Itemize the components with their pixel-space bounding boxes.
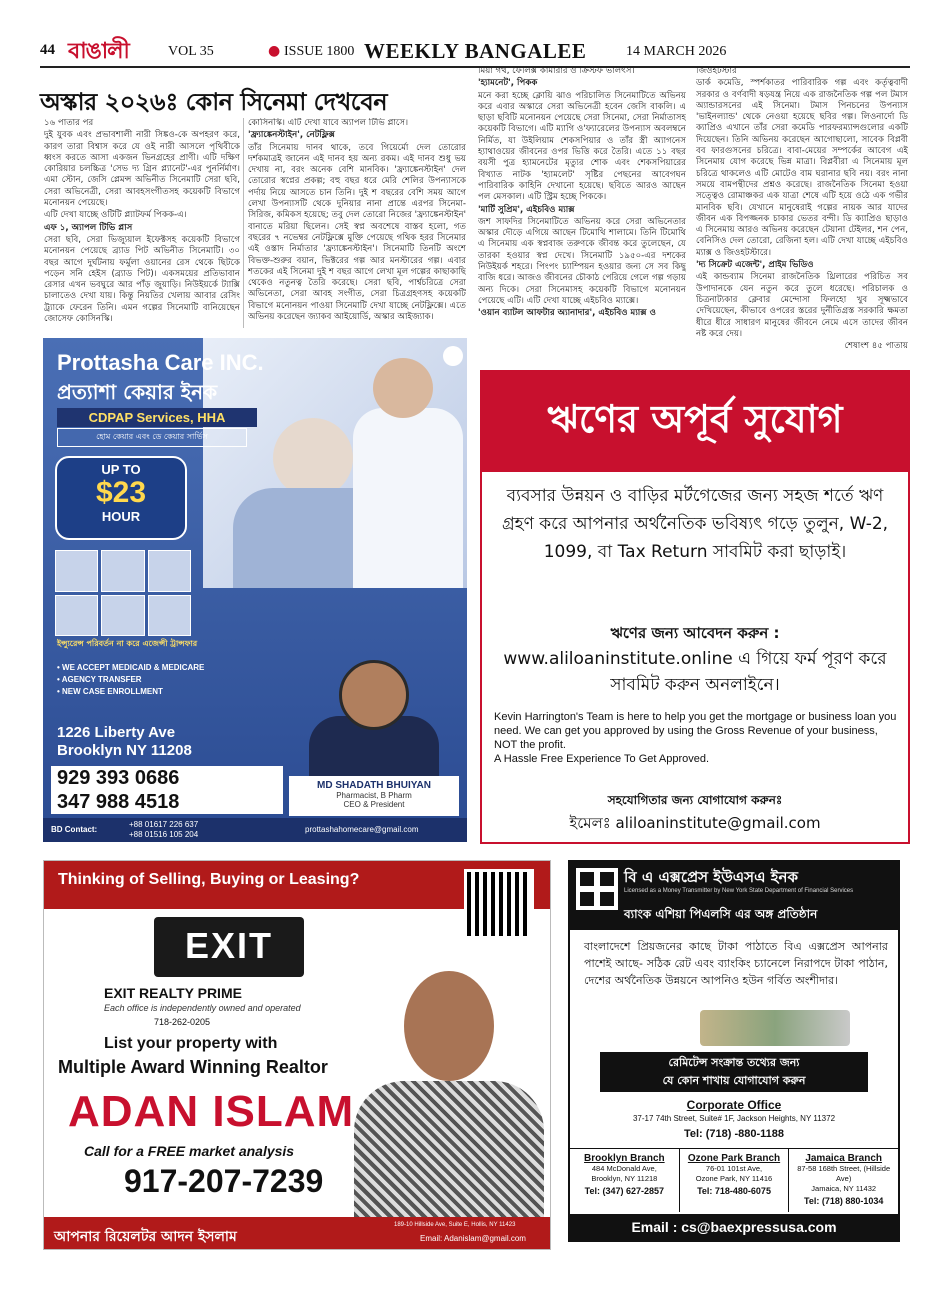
care-photo-grid: [55, 550, 191, 636]
ba-header: [570, 862, 898, 930]
subheading: 'হ্যামনেট', পিকক: [478, 78, 538, 89]
price-badge: [55, 456, 187, 540]
corporate-office-address: 37-17 74th Street, Suite# 1F, Jackson Heights, NY 11372: [632, 1114, 836, 1123]
exit-question: Thinking of Selling, Buying or Leasing?: [58, 871, 360, 888]
ba-subsidiary: ব্যাংক এশিয়া পিএলসি এর অঙ্গ প্রতিষ্ঠান: [624, 907, 818, 921]
exit-disclaimer: Each office is independently owned and operated: [104, 1003, 301, 1013]
ba-email[interactable]: Email : cs@baexpressusa.com: [570, 1214, 898, 1240]
loan-email[interactable]: ইমেলঃ aliloaninstitute@gmail.com: [569, 814, 821, 832]
exit-address: 189-10 Hillside Ave, Suite E, Hollis, NY 11423: [394, 1222, 516, 1228]
bd-phone[interactable]: +88 01617 226 637: [129, 820, 199, 829]
article-column-1: [44, 118, 240, 330]
exit-logo: [154, 917, 304, 977]
care-address-line2: Brooklyn NY 11208: [57, 742, 192, 759]
person-name: MD SHADATH BHUIYAN: [317, 780, 431, 791]
issue-label: ISSUE 1800: [284, 44, 355, 59]
subheading: 'মার্টি সুপ্রিম', এইচবিও ম্যাক্স: [478, 204, 575, 215]
exit-bottom-bar: [44, 1217, 551, 1250]
bullet-dot-icon: ●: [268, 43, 281, 59]
article-column-4: [696, 66, 908, 362]
ba-express-ad[interactable]: [568, 860, 900, 1242]
paragraph: Kevin Harrington's Team is here to help you get the mortgage or business loan you need. We can get you approved by using the Gross Revenue of your business, NOT the profit.: [494, 711, 897, 751]
ba-branches: [570, 1148, 898, 1212]
paragraph: ডার্ক কমেডি, স্পর্শকাতর পারিবারিক গল্প এবং কর্তৃত্ববাদী সরকার ও বর্ণবাদী ষড়যন্ত্র নিয়ে এক রাজনৈতিক গল্প পল টমাস অ্যান্ডারসনের এই সিনেমা। টমাস পিনচনের উপন্যাস 'ভাইনল্যান্ড' থেকে নেওয়া হয়েছে ছবির গল্প। লিওনার্দো ডি ক্যাপ্রিও এখানে তাঁর সেরা কমেডি পারফরম্যান্সগুলোর একটি দিয়েছেন। তিনি অভিনয় করেছেন আগোছালো, সাবেক বিপ্লবী বব ফারগুসনের চরিত্রে। বাবা-মেয়ের সম্পর্কের আবেগ এই সিনেমায় যোগ করেছে ভিন্ন মাত্রা। বিপ্লবীরা এ সিনেমায় মূল চরিত্রে থাকলেও এটি মোটেও বাম ঘরানার ছবি নয়। বরং নানা সময়ে বামপন্থীদের প্রশ্নও করেছে। রাজনৈতিক সিনেমা হওয়া সত্ত্বেও রোমাঞ্চকর এক যাত্রা শেষে এটি হয়ে ওঠে এক গভীর মানবিক ছবি। যেখানে মানুষেরাই গল্পের নায়ক আর যাদের জীবন এক বিপজ্জনক চাকার ভেতর বন্দী। ডি ক্যাপ্রিও ছাড়াও এ সিনেমায় আরও অভিনয় করেছেন টেয়ানা টেইলর, শন পেন, বেনিসিও দেল তোরো, রেজিনা হল। এটি দেখা যাচ্ছে এইচবিও ম্যাক্স ও জিওহটস্টারে।: [696, 78, 908, 258]
price-amount: $23: [95, 476, 147, 509]
qr-code-icon[interactable]: [464, 869, 534, 939]
exit-multi-text: Multiple Award Winning Realtor: [58, 1057, 328, 1077]
branch-address: Brooklyn, NY 11218: [591, 1174, 658, 1183]
phone-number[interactable]: 929 393 0686: [57, 767, 180, 789]
prottasha-care-ad[interactable]: [43, 338, 467, 842]
paragraph: এই কান্ডব্যাম সিনেমা রাজনৈতিক থ্রিলারের পরিচিত সব উপাদানকে যেন নতুন করে তুলে ধরেছে। পরিচালক ও চিত্রনাট্যকার ক্লেবার মেন্দোসা ফিলহো খুব সূক্ষ্মভাবে দেখিয়েছেন, কীভাবে ওপরের স্তরের দুর্নীতিগ্রস্ত সরকারি ক্ষমতা ধীরে ধীরে সাধারণ মানুষের জীবনে নেমে এসে তাদের জীবন নষ্ট করে দেয়।: [696, 272, 908, 339]
branch-title: Brooklyn Branch: [584, 1153, 665, 1164]
exit-list-text: List your property with: [104, 1035, 278, 1052]
care-person-card: [289, 776, 459, 816]
branch-address: Jamaica, NY 11432: [811, 1184, 877, 1193]
masthead: [40, 38, 910, 68]
list-item: • NEW CASE ENROLLMENT: [57, 687, 163, 696]
care-bullets: [57, 662, 204, 698]
branch-address: Ozone Park, NY 11416: [695, 1174, 773, 1183]
paragraph: কোসিনস্কি। এটি দেখা যাবে অ্যাপল টিভি প্লাসে।: [248, 118, 409, 128]
bd-contact-label: BD Contact:: [51, 825, 98, 834]
house-heart-icon: [443, 346, 463, 366]
care-company-name: Prottasha Care INC.: [57, 350, 264, 375]
care-services-bn: হোম কেয়ার এবং ডে কেয়ার সার্ভিস: [57, 428, 247, 447]
care-address-line1: 1226 Liberty Ave: [57, 724, 176, 741]
branch-address: 484 McDonald Ave,: [591, 1164, 657, 1173]
ba-license: Licensed as a Money Transmitter by New York State Department of Financial Services: [624, 888, 854, 894]
publication-name: WEEKLY BANGALEE: [364, 39, 587, 63]
branch-title: Ozone Park Branch: [687, 1153, 781, 1164]
paragraph: মনে করা হচ্ছে ক্লোয়ি ঝাও পরিচালিত সিনেমাটিতে অভিনয় করে এবার অস্কারে সেরা অভিনেত্রী হবেন জেসি বাকলি। এ ছাড়া ছবিটি মনোনয়ন পেয়েছে সেরা সিনেমা, সেরা নির্মাতাসহ কয়েকটি বিভাগে। এটি ম্যাগি ও'ফ্যারেলের উপন্যাস অবলম্বনে নির্মিত, যা উইলিয়াম শেকসপিয়ার ও তাঁর স্ত্রী অ্যাগনেস হ্যাথাওয়ের জীবনের ওপর ভিত্তি করে তৈরি। এতে ১১ বছর বয়সী পুত্র হ্যামনেটের মৃত্যুর শোক এবং শেকসপিয়ারের বিখ্যাত নাটক 'হ্যামলেট' সৃষ্টির পেছনের আবেগঘন পারিবারিক কাহিনি দেখানো হয়েছে। ছবিতে আরও আছেন পল মেসকাল। এটি স্ট্রিম হচ্ছে পিককে।: [478, 90, 686, 203]
subheading: এফ ১, অ্যাপল টিভি প্লাস: [44, 222, 133, 233]
money-icon: [700, 1010, 850, 1046]
loan-body: ব্যবসার উন্নয়ন ও বাড়ির মর্টগেজের জন্য সহজ শর্তে ঋণ গ্রহণ করে আপনার অর্থনৈতিক ভবিষ্যৎ গড়ে তুলুন, W-2, 1099, বা Tax Return সাবমিট করা ছাড়াই।: [501, 486, 889, 562]
branch-address: 87-58 168th Street, (Hillside Ave): [797, 1164, 891, 1183]
care-phones: [51, 766, 283, 814]
subheading: 'ফ্র্যাঙ্কেনস্টাইন', নেটফ্লিক্স: [248, 130, 335, 141]
paragraph: দুই যুবক এবং প্রভাবশালী নারী সিঙ্কও-কে অপহরণ করে, কারণ তারা বিশ্বাস করে যে ওই নারী আসলে পৃথিবীকে ধ্বংস করতে আসা একজন ভিনগ্রহের প্রাণী। এটি দক্ষিণ কোরিয়ার চলচ্চিত্র 'সেভ দ্য গ্রিন প্ল্যানেট'-এর পুনর্নির্মাণ। এমা স্টোন, জেসি প্লেমন্স অভিনীত সিনেমাটি সেরা ছবি, সেরা অভিনেত্রী, সেরা আবহসংগীতসহ কয়েকটি বিভাগে মনোনয়ন পেয়েছে।: [44, 130, 240, 209]
exit-office-phone[interactable]: 718-262-0205: [154, 1017, 211, 1027]
paragraph: সেরা ছবি, সেরা ভিজ্যুয়াল ইফেক্টসহ কয়েকটি বিভাগে মনোনয়ন পেয়েছে ব্র্যাড পিট অভিনীত সিনেমাটি। ৩০ বছর আগে দুর্ঘটনায় ফর্মুলা ওয়ানের রেস থেকে ছিটকে পড়েন সনি হেইস (ব্র্যাড পিট)। একসময়ের প্রতিভাবান রেসার এখন ভবঘুরে আর পাঁড় জুয়াড়ি। নিউইয়র্কে ট্যাক্সি চালাতেও দেখা যায়। কিন্তু নিয়তির খেলায় আবার রেসিং ট্র্যাকে ফেরেন তিনি। এমন গল্পের সিনেমাটি বানিয়েছেন জোসেফ কোসিনস্কি।: [44, 234, 240, 325]
ba-description: বাংলাদেশে প্রিয়জনের কাছে টাকা পাঠাতে বিএ এক্সপ্রেস আপনার পাশেই আছে- সঠিক রেট এবং ব্যাংকিং চ্যানেলে নিরাপদে টাকা পাঠান, দেশের অর্থনৈতিক উন্নয়নে আপনিও হউন গর্বিত অংশীদার।: [584, 940, 888, 987]
paragraph: A Hassle Free Experience To Get Approved.: [494, 753, 710, 765]
corporate-office-phone[interactable]: Tel: (718) -880-1188: [683, 1128, 785, 1140]
loan-title: ঋণের অপূর্ব সুযোগ: [547, 397, 843, 441]
branch-phone[interactable]: Tel: (347) 627-2857: [584, 1186, 665, 1196]
paragraph: এটি দেখা যাচ্ছে ওটিটি প্ল্যাটফর্ম পিকক-এ।: [44, 210, 187, 221]
list-item: • WE ACCEPT MEDICAID & MEDICARE: [57, 663, 205, 672]
page-number: 44: [40, 42, 55, 58]
list-item: • AGENCY TRANSFER: [57, 675, 142, 684]
ba-logo-icon: [576, 868, 618, 910]
column-divider: [243, 118, 244, 328]
care-company-name-bn: প্রত্যাশা কেয়ার ইনক: [57, 380, 218, 404]
branch-title: Jamaica Branch: [805, 1153, 883, 1164]
ba-info-box: [600, 1052, 868, 1092]
price-up-to: UP TO: [101, 462, 141, 477]
price-unit: HOUR: [101, 509, 141, 524]
loan-apply-heading: ঋণের জন্য আবেদন করুন :: [610, 624, 780, 642]
paragraph: তাঁর সিনেমায় দানব থাকে, তবে গিয়ের্মো দেল তোরোর দর্শকমাত্রই জানেন এই দানব হয় অন্য রকম। এই দানব শুধু ভয় দেখায় না, বরং অনেক বেশি মানবিক। 'ফ্র্যাঙ্কেনস্টাইন' দেল তোরোর স্বপ্নের প্রকল্প; বহু বছর ধরে মেরি শেলির উপন্যাসকে পর্দায় নিয়ে আসতে চান তিনি। দুই শ বছরের বেশি সময় আগে লেখা উপন্যাসটি থেকে দুনিয়ার নানা প্রান্তে এরপর সিনেমা-সিরিজ, কমিকস হয়েছে; তবু দেল তোরো নিজের 'ফ্র্যাঙ্কেনস্টাইন' বানাতে মরিয়া ছিলেন। সেই স্বপ্ন অবশেষে বাস্তব হলো, গত বছরের ৭ নভেম্বর নেটফ্লিক্সে মুক্তি পেয়েছে গথিক হরর সিনেমার এই ওস্তাদ নির্মাতার 'ফ্র্যাঙ্কেনস্টাইন'। সিনেমাটি তিনটি অংশে বিভক্ত-শুরুর বয়ান, ভিক্টরের গল্প আর মনস্টারের গল্প। এবার শতকের এই সিনেমা দুই শ বছর আগে লেখা মূল গল্পের কাছাকাছি থেকেও নতুনত্ব তৈরি করেছে। সেরা ছবি, পার্শ্বচরিত্রে সেরা অভিনেতা, সেরা আবহ সংগীত, সেরা চিত্রগ্রহণসহ কয়েকটি বিভাগে মনোনয়ন পাওয়া সিনেমাটি দেখা যাচ্ছে নেটফ্লিক্সে। এতে অভিনয় করেছেন জ্যাকব আইয়োর্ডি, অস্কার আইজ্যাক।: [248, 142, 466, 323]
article-column-3: [478, 66, 686, 362]
branch-address: 76-01 101st Ave,: [705, 1164, 763, 1173]
exit-brand: EXIT REALTY PRIME: [104, 985, 242, 1001]
article-headline: অস্কার ২০২৬ঃ কোন সিনেমা দেখবেন: [40, 88, 388, 116]
paragraph: মিয়া গথ, ফেলিক্স কামারার ও ক্রিস্টফ ভালৎস।: [478, 66, 635, 76]
branch-phone[interactable]: Tel: (718) 880-1034: [803, 1196, 884, 1206]
exit-bar-bn: আপনার রিয়েলটর আদন ইসলাম: [54, 1229, 237, 1245]
subheading: 'ওয়ান ব্যাটল আফটার অ্যানাদার', এইচবিও ম্যাক্স ও: [478, 308, 656, 319]
corporate-office-title: Corporate Office: [686, 1098, 782, 1112]
volume-label: VOL 35: [168, 44, 214, 59]
realtor-phone[interactable]: 917-207-7239: [124, 1163, 324, 1199]
loan-header: [482, 372, 908, 472]
person-title: CEO & President: [343, 800, 405, 809]
bd-phone[interactable]: +88 01516 105 204: [129, 830, 199, 839]
subheading: 'দ্য সিক্রেট এজেন্ট', প্রাইম ভিডিও: [696, 260, 814, 271]
branch-card: [680, 1149, 790, 1212]
issue-date: 14 MARCH 2026: [626, 44, 727, 59]
care-email[interactable]: prottashahomecare@gmail.com: [305, 825, 419, 834]
exit-realty-ad[interactable]: [43, 860, 551, 1250]
ba-company-name: বি এ এক্সপ্রেস ইউএসএ ইনক: [624, 868, 798, 886]
loan-url[interactable]: www.aliloaninstitute.online এ গিয়ে ফর্ম পূরণ করে সাবমিট করুন অনলাইনে।: [503, 649, 887, 695]
continued-note: ১৬ পাতার পর: [44, 118, 94, 128]
person-title: Pharmacist, B Pharm: [336, 791, 412, 800]
realtor-photo: [344, 941, 544, 1217]
care-services: CDPAP Services, HHA: [57, 408, 257, 427]
newspaper-logo: বাঙালী: [68, 38, 129, 64]
phone-number[interactable]: 347 988 4518: [57, 791, 180, 813]
realtor-name: ADAN ISLAM: [68, 1087, 355, 1136]
branch-card: [789, 1149, 898, 1212]
continued-note: শেষাংশ ৪৫ পাতায়: [844, 341, 908, 352]
paragraph: জশ সাফদির সিনেমাটিতে অভিনয় করে সেরা অভিনেতার অস্কার দৌড়ে এগিয়ে আছেন টিমোথি শালামে। তিনি টিমোথি এ সিনেমায় এক স্বপ্নবাজ তরুণকে জীবন্ত করে তুলেছেন, যে তারকা হওয়ার স্বপ্ন দেখে। সিনেমাটি ১৯৫০-এর দশকের নিউইয়র্ক শহরে। পিংপং চ্যাম্পিয়ন হওয়ার জন্য সে সব কিছু বাজি ধরে। আজও জীবনের চৌকাঠ পেরিয়ে গেলে গল্প গড়ায় অন্য দিকে। সেরা সিনেমাসহ কয়েকটি বিভাগে মনোনয়ন পেয়েছে এটি। এটি দেখা যাচ্ছে এইচবিও ম্যাক্সে।: [478, 216, 686, 306]
loan-contact-heading: সহযোগিতার জন্য যোগাযোগ করুনঃ: [607, 793, 783, 807]
ba-info-line: রেমিটেন্স সংক্রান্ত তথ্যের জন্য: [668, 1056, 800, 1069]
exit-email[interactable]: Email: Adanislam@gmail.com: [420, 1234, 526, 1243]
article-column-2: [248, 118, 466, 330]
branch-card: [570, 1149, 680, 1212]
care-tagline-bn: ইন্স্যুরেন্স পরিবর্তন না করে এজেন্সী ট্রান্সফার: [57, 639, 198, 648]
loan-ad[interactable]: [480, 370, 910, 844]
exit-logo-text: EXIT: [184, 925, 273, 966]
paragraph: জিওহটস্টার: [696, 66, 737, 76]
exit-call-text: Call for a FREE market analysis: [84, 1143, 295, 1159]
ba-info-line: যে কোন শাখায় যোগাযোগ করুন: [662, 1074, 806, 1087]
branch-phone[interactable]: Tel: 718-480-6075: [697, 1186, 771, 1196]
care-bd-contact-bar: [43, 818, 467, 842]
loan-english-text: [494, 710, 898, 766]
